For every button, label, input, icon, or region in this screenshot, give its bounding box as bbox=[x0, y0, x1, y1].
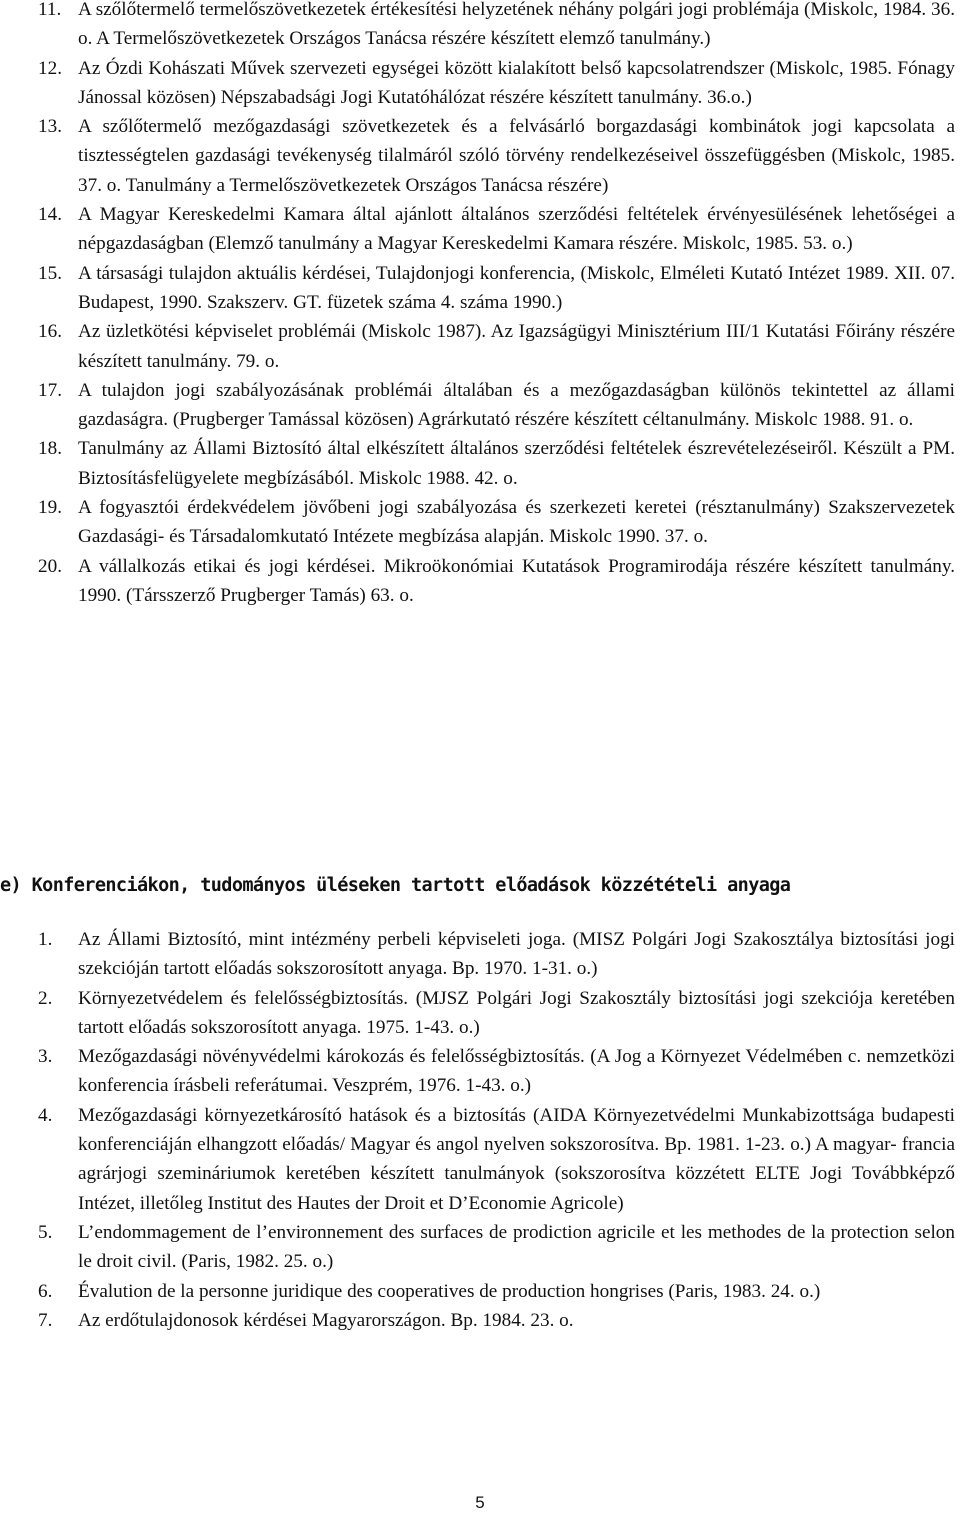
item-number: 13. bbox=[38, 116, 62, 138]
list-item bbox=[38, 1101, 955, 1218]
item-text: Az üzletkötési képviselet problémái (Miskolc 1987). Az Igazságügyi Minisztérium III/1 Kutatási Főirány részére készített tanulmány. 79. o. bbox=[78, 321, 955, 372]
list-item bbox=[38, 1306, 955, 1335]
item-text: A társasági tulajdon aktuális kérdései, Tulajdonjogi konferencia, (Miskolc, Elméleti Kutató Intézet 1989. XII. 07. Budapest, 1990. Szakszerv. GT. füzetek száma 4. száma 1990.) bbox=[78, 262, 955, 313]
item-text: Mezőgazdasági növényvédelmi károkozás és felelősségbiztosítás. (A Jog a Környezet Védelmében c. nemzetközi konferencia írásbeli referátumai. Veszprém, 1976. 1-43. o.) bbox=[78, 1046, 955, 1097]
page-number: 5 bbox=[475, 1493, 485, 1512]
list-item bbox=[38, 1042, 955, 1101]
item-text: Környezetvédelem és felelősségbiztosítás. (MJSZ Polgári Jogi Szakosztály biztosítási jogi szekciója keretében tartott előadás sokszorosított anyaga. 1975. 1-43. o.) bbox=[78, 987, 955, 1038]
item-number: 19. bbox=[38, 497, 62, 519]
item-text: A tulajdon jogi szabályozásának problémái általában és a mezőgazdaságban különös tekintettel az állami gazdaságra. (Prugberger Tamással közösen) Agrárkutató részére készített céltanulmány. Miskolc 1988. 91. o. bbox=[78, 379, 955, 431]
list-item bbox=[38, 552, 955, 611]
item-text: Mezőgazdasági környezetkárosító hatások és a biztosítás (AIDA Környezetvédelmi Munkabizottsága budapesti konferenciáján elhangzott előadás/ Magyar és angol nyelven sokszorosítva. Bp. 1981. 1-23. o.) A magyar- francia agrárjogi szemináriumok keretében készített tanulmányok (sokszorosítva közzétett ELTE Jogi Továbbképző Intézet, illetőleg Institut des Hautes der Droit et D’Economie Agricole) bbox=[78, 1104, 955, 1214]
item-text: Az erdőtulajdonosok kérdései Magyarországon. Bp. 1984. 23. o. bbox=[78, 1309, 574, 1331]
item-number: 3. bbox=[38, 1046, 53, 1068]
item-number: 20. bbox=[38, 555, 62, 577]
publications-list bbox=[38, 0, 955, 610]
item-text: A vállalkozás etikai és jogi kérdései. Mikroökonómiai Kutatások Programirodája részére készített tanulmány. 1990. (Társszerző Prugberger Tamás) 63. o. bbox=[78, 555, 955, 606]
item-number: 4. bbox=[38, 1104, 53, 1126]
item-number: 14. bbox=[38, 204, 62, 226]
list-item bbox=[38, 984, 955, 1043]
list-item bbox=[38, 112, 955, 200]
item-number: 2. bbox=[38, 987, 53, 1009]
item-text: L’endommagement de l’environnement des surfaces de prodiction agricile et les methodes de la protection selon le droit civil. (Paris, 1982. 25. o.) bbox=[78, 1221, 955, 1273]
list-item bbox=[38, 434, 955, 493]
list-item bbox=[38, 493, 955, 552]
item-text: A szőlőtermelő mezőgazdasági szövetkezetek és a felvásárló borgazdasági kombinátok jogi kapcsolata a tisztességtelen gazdasági tevékenység tilalmáról szóló törvény rendelkezéseivel összefüggésben (Miskolc, 1985. 37. o. Tanulmány a Termelőszövetkezetek Országos Tanácsa részére) bbox=[78, 116, 955, 196]
item-number: 1. bbox=[38, 929, 53, 950]
item-text: Az Állami Biztosító, mint intézmény perbeli képviseleti joga. (MISZ Polgári Jogi Szakosztálya biztosítási jogi szekcióján tartott előadás sokszorosított anyaga. Bp. 1970. 1-31. o.) bbox=[78, 929, 955, 980]
item-text: A Magyar Kereskedelmi Kamara által ajánlott általános szerződési feltételek érvényesülésének lehetőségei a népgazdaságban (Elemző tanulmány a Magyar Kereskedelmi Kamara részére. Miskolc, 1985. 53. o.) bbox=[78, 204, 955, 255]
item-number: 11. bbox=[38, 0, 62, 20]
list-item bbox=[38, 317, 955, 376]
list-item bbox=[38, 200, 955, 259]
list-item bbox=[38, 925, 955, 984]
item-number: 15. bbox=[38, 262, 62, 284]
list-item bbox=[38, 0, 955, 54]
item-text: Évalution de la personne juridique des cooperatives de production hongrises (Paris, 1983. 24. o.) bbox=[78, 1280, 821, 1302]
item-number: 5. bbox=[38, 1221, 53, 1243]
list-item bbox=[38, 1277, 955, 1306]
item-text: Tanulmány az Állami Biztosító által elkészített általános szerződési feltételek észrevételezéseiről. Készült a PM. Biztosításfelügyelete megbízásából. Miskolc 1988. 42. o. bbox=[78, 438, 955, 489]
item-text: A fogyasztói érdekvédelem jövőbeni jogi szabályozása és szerkezeti keretei (résztanulmány) Szakszervezetek Gazdasági- és Társadalomkutató Intézete megbízása alapján. Miskolc 1990. 37. o. bbox=[78, 497, 955, 548]
item-number: 6. bbox=[38, 1280, 53, 1302]
item-text: Az Ózdi Kohászati Művek szervezeti egységei között kialakított belső kapcsolatrendszer (Miskolc, 1985. Fónagy Jánossal közösen) Népszabadsági Jogi Kutatóhálózat részére készített tanulmány. 36.o.) bbox=[78, 57, 955, 108]
item-number: 16. bbox=[38, 321, 62, 343]
item-text: A szőlőtermelő termelőszövetkezetek értékesítési helyzetének néhány polgári jogi problémája (Miskolc, 1984. 36. o. A Termelőszövetkezetek Országos Tanácsa részére készített elemző tanulmány.) bbox=[78, 0, 955, 50]
list-item bbox=[38, 259, 955, 318]
list-item bbox=[38, 54, 955, 113]
item-number: 17. bbox=[38, 379, 62, 401]
conference-list bbox=[38, 925, 955, 1335]
item-number: 12. bbox=[38, 57, 62, 79]
item-number: 7. bbox=[38, 1309, 53, 1331]
section-heading: e) Konferenciákon, tudományos üléseken tartott előadások közzétételi anyaga bbox=[0, 875, 791, 896]
list-item bbox=[38, 376, 955, 435]
list-item bbox=[38, 1218, 955, 1277]
item-number: 18. bbox=[38, 438, 62, 460]
